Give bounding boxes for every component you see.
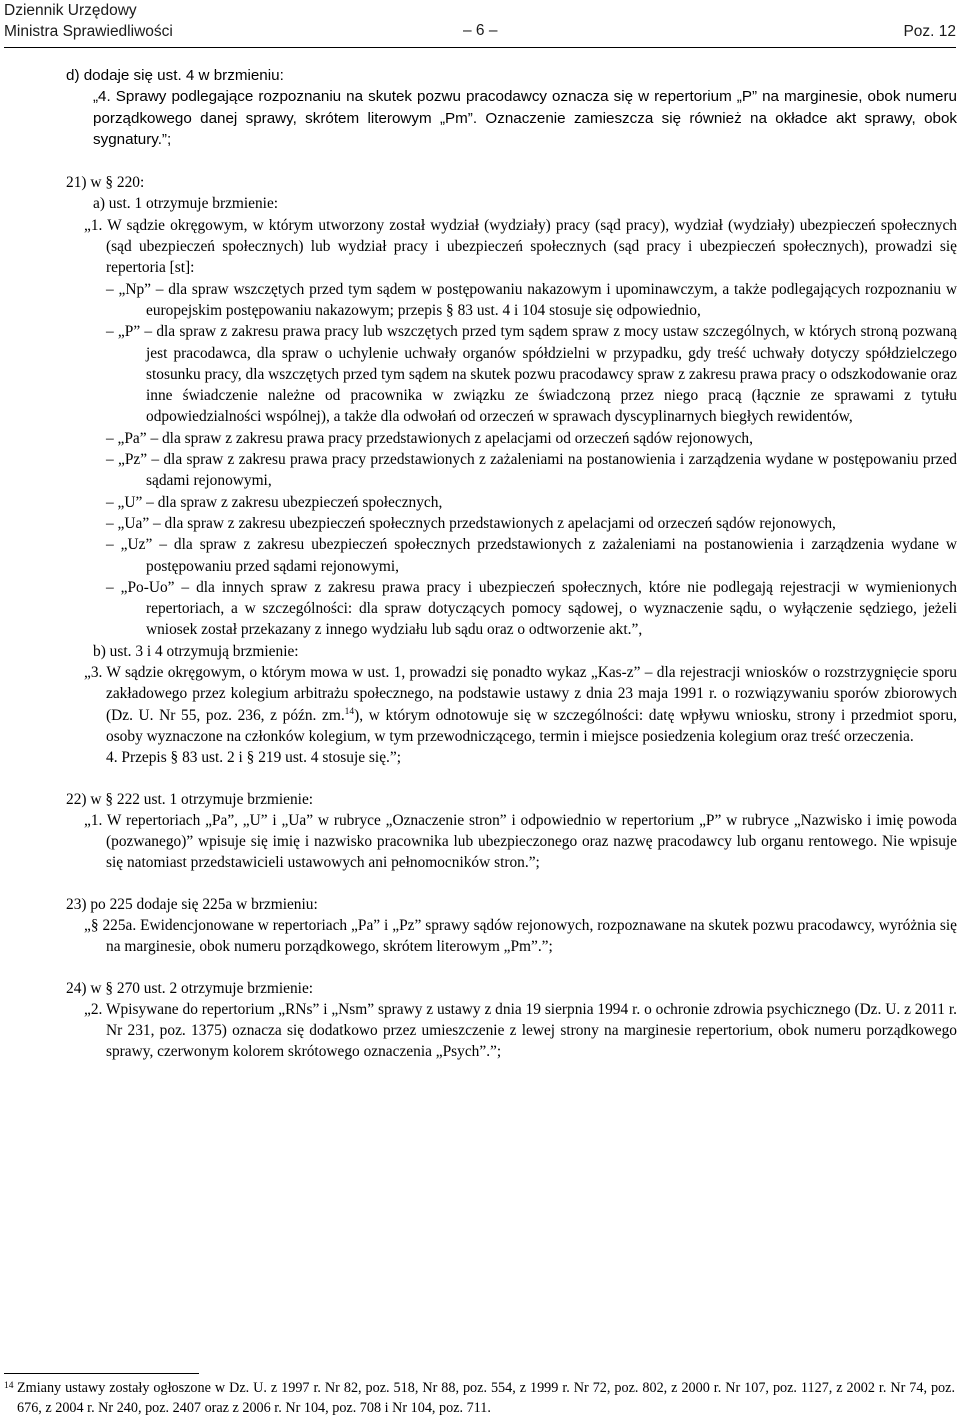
point-24-text: „2. Wpisywane do repertorium „RNs” i „Nsm” sprawy z ustawy z dnia 19 sierpnia 1994 r. o ochronie zdrowia psychicznego (Dz. U. z 2011 r. Nr 231, poz. 1375) oznacza się dodatkowo przez umieszczenie z lewej strony na marginesie repertorium, obok numeru porządkowego sprawy, czerwonym kolorem skrótowego oznaczenia „Psych”.”; bbox=[84, 1000, 957, 1061]
repertorium-po-uo: – „Po-Uo” – dla innych spraw z zakresu prawa pracy i ubezpieczeń społecznych, które nie podlegają rejestracji w wymienionych repertoriach, a w szczególności: dla spraw dotyczących pomocy sądowej, o wyznaczenie sądu, o wyłączenie sędziego, jeżeli wniosek został przekazany z innego wydziału lub sądu oraz o odtworzenie akt.”, bbox=[106, 578, 957, 639]
ust-3-text: „3. W sądzie okręgowym, o którym mowa w ust. 1, prowadzi się ponadto wykaz „Kas-z” – dla rejestracji wniosków o rozstrzygnięcie sporu zakładowego przez kolegium arbitrażu społecznego, na podstawie ustawy z dnia 23 maja 1991 r. o rozwiązywaniu sporów zbiorowych (Dz. U. Nr 55, poz. 236, z późn. zm. bbox=[84, 664, 957, 724]
point-23: 23) po 225 dodaje się 225a w brzmieniu: bbox=[66, 895, 318, 913]
repertorium-p: – „P” – dla spraw z zakresu prawa pracy lub wszczętych przed tym sądem spraw z mocy ustaw szczególnych, w których stroną pozwaną jest pracodawca, dla spraw o uchylenie uchwały organów spółdzielni w przypadku, gdy treść uchwały dotyczy spółdzielczego stosunku pracy, dla wszczętych przed tym sądem na skutek pozwu pracodawcy spraw z zakresu prawa pracy o odszkodowanie oraz inne świadczenie należne od pracownika w związku ze świadczoną przez niego pracą (łącznie ze sprawami z tytułu odpowiedzialności wspólnej), a także dla odwołań od orzeczeń w sprawach dyscyplinarnych biegłych rewidentów, bbox=[106, 323, 957, 426]
point-24: 24) w § 270 ust. 2 otrzymuje brzmienie: bbox=[66, 979, 314, 997]
repertorium-np: – „Np” – dla spraw wszczętych przed tym sądem w postępowaniu nakazowym i upominawczym, a także podlegających rozpoznaniu w europejskim postępowaniu nakazowym; przepis § 83 ust. 4 i 104 stosuje się odpowiednio, bbox=[106, 280, 957, 319]
footnote-text: Zmiany ustawy zostały ogłoszone w Dz. U. z 1997 r. Nr 82, poz. 518, Nr 88, poz. 554, z 1999 r. Nr 72, poz. 802, z 2000 r. Nr 107, poz. 1127, z 2002 r. Nr 74, poz. 676, z 2004 r. Nr 240, poz. 2407 oraz z 2006 r. Nr 104, poz. 708 i Nr 104, poz. 711. bbox=[17, 1380, 955, 1416]
point-21-b: b) ust. 3 i 4 otrzymują brzmienie: bbox=[93, 642, 299, 660]
item-d-text: „4. Sprawy podlegające rozpoznaniu na skutek pozwu pracodawcy oznacza się w repertorium „P” na marginesie, obok numeru porządkowego danej sprawy, skrótem literowym „Pm”. Oznaczenie zamieszcza się również na okładce akt sprawy, obok sygnatury.”; bbox=[93, 88, 957, 148]
repertorium-u: – „U” – dla spraw z zakresu ubezpieczeń społecznych, bbox=[106, 493, 443, 511]
point-22: 22) w § 222 ust. 1 otrzymuje brzmienie: bbox=[66, 790, 314, 808]
point-21-b-ust-4: 4. Przepis § 83 ust. 2 i § 219 ust. 4 stosuje się.”; bbox=[106, 749, 401, 767]
repertoria-list bbox=[66, 279, 957, 641]
document-body bbox=[66, 65, 957, 1063]
footnote-number: 14 bbox=[4, 1381, 14, 1391]
page-number: – 6 – bbox=[463, 22, 498, 39]
point-21: 21) w § 220: bbox=[66, 174, 145, 192]
footnote-divider bbox=[4, 1373, 199, 1374]
header-divider bbox=[4, 47, 956, 48]
repertorium-uz: – „Uz” – dla spraw z zakresu ubezpieczeń społecznych przedstawionych z zażaleniami na postanowienia i zarządzenia wydane w postępowaniu przed sądami rejonowymi, bbox=[106, 536, 957, 575]
header-publication: Dziennik Urzędowy bbox=[4, 2, 137, 19]
ust-3-text-cont: ), w którym odnotowuje się w szczególności: datę wpływu wniosku, strony i przedmiot sporu, osoby wyznaczone na członków kolegium, w tym przewodniczącego, termin i miejsce posiedzenia kolegium oraz treść orzeczenia. bbox=[106, 706, 957, 745]
point-21-a-text: „1. W sądzie okręgowym, w którym utworzony został wydział (wydziały) pracy (sąd pracy), wydział (wydziały) ubezpieczeń społecznych (sąd ubezpieczeń społecznych) lub wydział pracy i ubezpieczeń społecznych (sąd pracy i ubezpieczeń społecznych), prowadzi się repertoria [st]: bbox=[84, 216, 957, 277]
position-number: Poz. 12 bbox=[903, 23, 956, 40]
point-21-a: a) ust. 1 otrzymuje brzmienie: bbox=[93, 195, 279, 213]
point-23-text: „§ 225a. Ewidencjonowane w repertoriach „Pa” i „Pz” sprawy sądów rejonowych, rozpoznawane na skutek pozwu pracodawcy, wyróżnia się na marginesie, obok numeru porządkowego, skrótem literowym „Pm”.”; bbox=[84, 916, 957, 956]
item-d-intro: d) dodaje się ust. 4 w brzmieniu: bbox=[66, 67, 284, 84]
footnote-ref: 14 bbox=[344, 706, 355, 717]
repertorium-pa: – „Pa” – dla spraw z zakresu prawa pracy przedstawionych z apelacjami od orzeczeń sądów rejonowych, bbox=[106, 429, 753, 447]
point-21-b-ust-3 bbox=[66, 662, 957, 747]
footnote bbox=[4, 1378, 955, 1418]
repertorium-pz: – „Pz” – dla spraw z zakresu prawa pracy przedstawionych z zażaleniami na postanowienia i zarządzenia wydane w postępowaniu przed sądami rejonowymi, bbox=[106, 451, 957, 490]
repertorium-ua: – „Ua” – dla spraw z zakresu ubezpieczeń społecznych przedstawionych z apelacjami od orzeczeń sądów rejonowych, bbox=[106, 514, 836, 532]
header-ministry: Ministra Sprawiedliwości bbox=[4, 23, 173, 40]
page-header bbox=[4, 0, 956, 44]
point-22-text: „1. W repertoriach „Pa”, „U” i „Ua” w rubryce „Oznaczenie stron” i odpowiednio w repertorium „P” w rubryce „Nazwisko i imię powoda (pozwanego)” wpisuje się imię i nazwisko pracownika lub ubezpieczonego oraz nazwę pracodawcy lub organu rentowego. Nie wpisuje się natomiast przedstawicieli ustawowych ani pełnomocników stron.”; bbox=[84, 811, 957, 872]
header-publication-block bbox=[4, 0, 173, 42]
